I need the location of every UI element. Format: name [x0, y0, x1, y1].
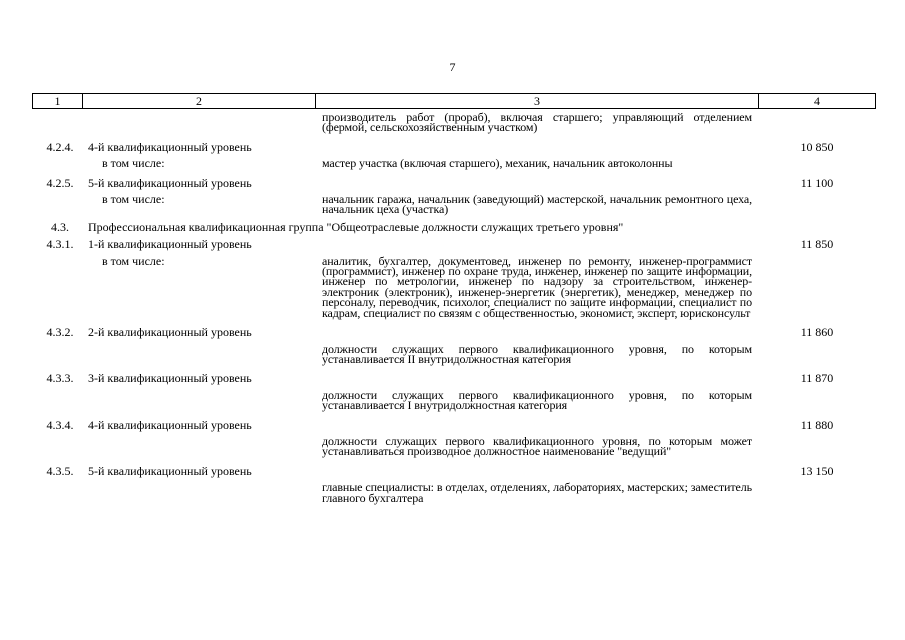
salary-amount: 11 850 — [800, 237, 834, 252]
level-name: 4-й квалификационный уровень — [88, 417, 252, 432]
positions-text: должности служащих первого квалификационного уровня, по которым может устанавливаться производное должностное наименование "ведущий" — [322, 433, 752, 459]
header-col-4: 4 — [814, 94, 820, 108]
table-row — [32, 219, 876, 234]
row-number: 4.3.5. — [46, 463, 74, 478]
sub-label: в том числе: — [102, 156, 165, 171]
header-col-1: 1 — [33, 94, 83, 108]
page-number: 7 — [449, 60, 456, 74]
table-row — [32, 433, 876, 459]
level-name: 5-й квалификационный уровень — [88, 463, 252, 478]
group-title: Профессиональная квалификационная группа "Общеотраслевые должности служащих третьего уровня" — [88, 219, 624, 234]
table-row — [32, 482, 876, 503]
table-row — [32, 175, 876, 190]
table-body — [32, 109, 876, 503]
level-name: 4-й квалификационный уровень — [88, 139, 252, 154]
table-row — [32, 139, 876, 154]
positions-text: мастер участка (включая старшего), механик, начальник автоколонны — [322, 156, 673, 171]
table-row — [32, 387, 876, 413]
salary-amount: 11 870 — [800, 371, 834, 386]
positions-text: главные специалисты: в отделах, отделениях, лабораториях, мастерских; заместитель главного бухгалтера — [322, 480, 752, 505]
positions-text: начальник гаража, начальник (заведующий) мастерской, начальник ремонтного цеха, начальник цеха (участка) — [322, 192, 752, 217]
sub-label: в том числе: — [102, 253, 165, 268]
table-row — [32, 156, 876, 171]
level-name: 3-й квалификационный уровень — [88, 371, 252, 386]
positions-text: производитель работ (прораб), включая старшего; управляющий отделением (фермой, сельскохозяйственным участком) — [322, 110, 752, 135]
salary-amount: 11 100 — [800, 175, 834, 190]
table-row — [32, 341, 876, 366]
table-header — [32, 93, 876, 109]
level-name: 1-й квалификационный уровень — [88, 237, 252, 252]
row-number: 4.3. — [51, 219, 69, 234]
row-number: 4.3.4. — [46, 417, 74, 432]
salary-amount: 11 880 — [800, 417, 834, 432]
row-number: 4.2.4. — [46, 139, 74, 154]
row-number: 4.3.3. — [46, 371, 74, 386]
header-col-2: 2 — [83, 94, 316, 108]
header-col-3: 3 — [316, 94, 759, 108]
level-name: 5-й квалификационный уровень — [88, 175, 252, 190]
row-number: 4.3.1. — [46, 237, 74, 252]
salary-amount: 10 850 — [800, 139, 834, 154]
table-row — [32, 253, 876, 320]
salary-amount: 11 860 — [800, 325, 834, 340]
row-number: 4.3.2. — [46, 325, 74, 340]
table-row — [32, 194, 876, 215]
row-number: 4.2.5. — [46, 175, 74, 190]
table-row — [32, 371, 876, 386]
table-row — [32, 237, 876, 252]
positions-text: должности служащих первого квалификационного уровня, по которым устанавливается II внутридолжностная категория — [322, 341, 752, 366]
table-row — [32, 112, 876, 133]
level-name: 2-й квалификационный уровень — [88, 325, 252, 340]
salary-amount: 13 150 — [800, 463, 834, 478]
positions-text: должности служащих первого квалификационного уровня, по которым устанавливается I внутридолжностная категория — [322, 387, 752, 413]
sub-label: в том числе: — [102, 192, 165, 207]
positions-text: аналитик, бухгалтер, документовед, инженер по ремонту, инженер-программист (программист), инженер по охране труда, инженер, инженер по защите информации, инженер по метрологии, инженер по надзору за строительством, инженер-электроник (электроник), инженер-энергетик (энергетик), менеджер, менеджер по персоналу, переводчик, психолог, специалист по защите информации, специалист по кадрам, специалист по связям с общественностью, экономист, эксперт, юрисконсульт — [322, 253, 752, 320]
table-row — [32, 417, 876, 432]
table-row — [32, 463, 876, 478]
table-row — [32, 325, 876, 340]
